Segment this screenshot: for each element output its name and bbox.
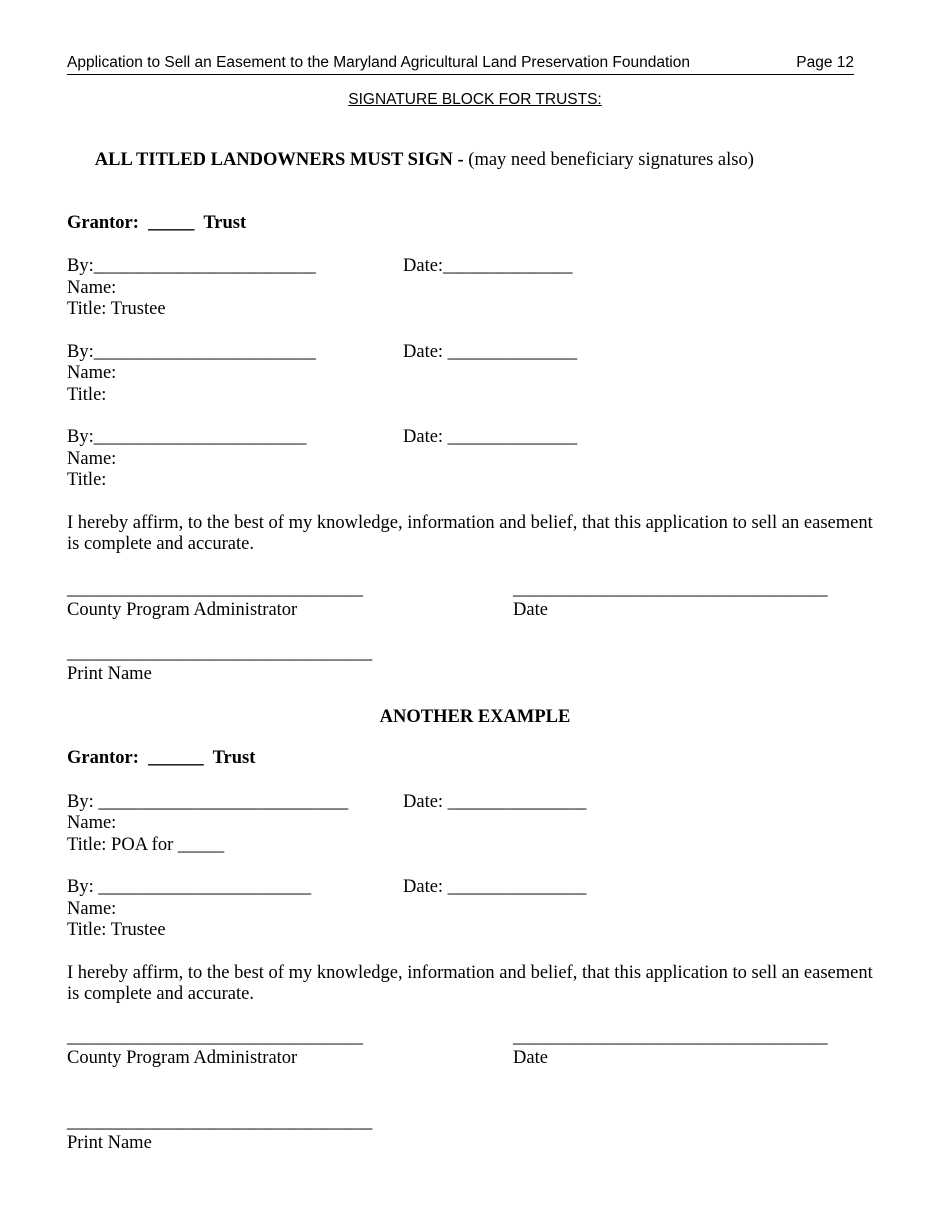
- title-label: Title: Trustee: [67, 299, 166, 319]
- by-date-row: [67, 877, 883, 899]
- page-header: [67, 54, 854, 75]
- title-label: Title:: [67, 470, 107, 490]
- signing-note-regular: (may need beneficiary signatures also): [468, 149, 754, 170]
- date-signature-blank: __________________________________: [513, 578, 828, 599]
- affirmation-paragraph: I hereby affirm, to the best of my knowledge, information and belief, that this application to sell an easement is complete and accurate.: [67, 512, 873, 554]
- signature-block-3: [67, 427, 883, 492]
- date-signature-blank: __________________________________: [513, 1026, 828, 1047]
- date-blank: Date: ______________: [403, 427, 578, 447]
- print-name-label: Print Name: [67, 1133, 152, 1153]
- signing-note-bold: ALL TITLED LANDOWNERS MUST SIGN -: [94, 149, 469, 170]
- grantor-line-example1: Grantor: _____ Trust: [67, 212, 247, 233]
- name-label: Name:: [67, 448, 117, 469]
- by-blank: By: _______________________: [67, 877, 312, 897]
- date-blank: Date: ______________: [403, 341, 578, 362]
- page-content: [67, 54, 883, 1155]
- signing-note: [67, 128, 883, 193]
- print-name-row: [67, 1112, 883, 1155]
- title-label: Title:: [67, 384, 107, 405]
- by-date-row: [67, 427, 883, 449]
- date-signature-column: [513, 1027, 883, 1070]
- date-signature-label: Date: [513, 1048, 548, 1068]
- print-name-blank: _________________________________: [67, 642, 373, 663]
- signature-block-2: [67, 342, 883, 407]
- by-blank: By: ___________________________: [67, 791, 349, 812]
- header-title: Application to Sell an Easement to the Maryland Agricultural Land Preservation Foundation: [67, 54, 690, 71]
- print-name-row: [67, 643, 883, 686]
- admin-signature-label: County Program Administrator: [67, 600, 298, 620]
- name-label: Name:: [67, 813, 117, 833]
- signature-block-1: [67, 256, 883, 321]
- name-label: Name:: [67, 277, 117, 298]
- affirmation-paragraph: I hereby affirm, to the best of my knowledge, information and belief, that this application to sell an easement is complete and accurate.: [67, 962, 873, 1004]
- admin-signature-label: County Program Administrator: [67, 1048, 298, 1068]
- name-label: Name:: [67, 363, 117, 383]
- title-label: Title: Trustee: [67, 920, 166, 940]
- by-date-row: [67, 256, 883, 278]
- another-example-heading: ANOTHER EXAMPLE: [379, 706, 571, 727]
- signature-block-4: [67, 792, 883, 857]
- name-label: Name:: [67, 898, 117, 919]
- admin-signature-blank: ________________________________: [67, 1026, 363, 1047]
- title-label: Title: POA for _____: [67, 834, 225, 855]
- date-blank: Date: _______________: [403, 877, 587, 897]
- admin-signature-blank: ________________________________: [67, 578, 363, 599]
- date-blank: Date:______________: [403, 256, 573, 276]
- by-date-row: [67, 792, 883, 814]
- by-blank: By:________________________: [67, 341, 316, 362]
- by-blank: By:________________________: [67, 256, 316, 276]
- by-date-row: [67, 342, 883, 364]
- admin-signature-column: [67, 579, 513, 622]
- admin-date-signature-row: [67, 1027, 883, 1070]
- header-page-number: Page 12: [796, 54, 854, 71]
- admin-date-signature-row: [67, 579, 883, 622]
- date-signature-label: Date: [513, 600, 548, 620]
- print-name-blank: _________________________________: [67, 1111, 373, 1132]
- print-name-label: Print Name: [67, 664, 152, 684]
- signature-block-5: [67, 877, 883, 942]
- section-title: SIGNATURE BLOCK FOR TRUSTS:: [348, 91, 602, 108]
- by-blank: By:_______________________: [67, 427, 307, 447]
- admin-signature-column: [67, 1027, 513, 1070]
- date-blank: Date: _______________: [403, 791, 587, 812]
- grantor-line-example2: Grantor: ______ Trust: [67, 748, 256, 768]
- date-signature-column: [513, 579, 883, 622]
